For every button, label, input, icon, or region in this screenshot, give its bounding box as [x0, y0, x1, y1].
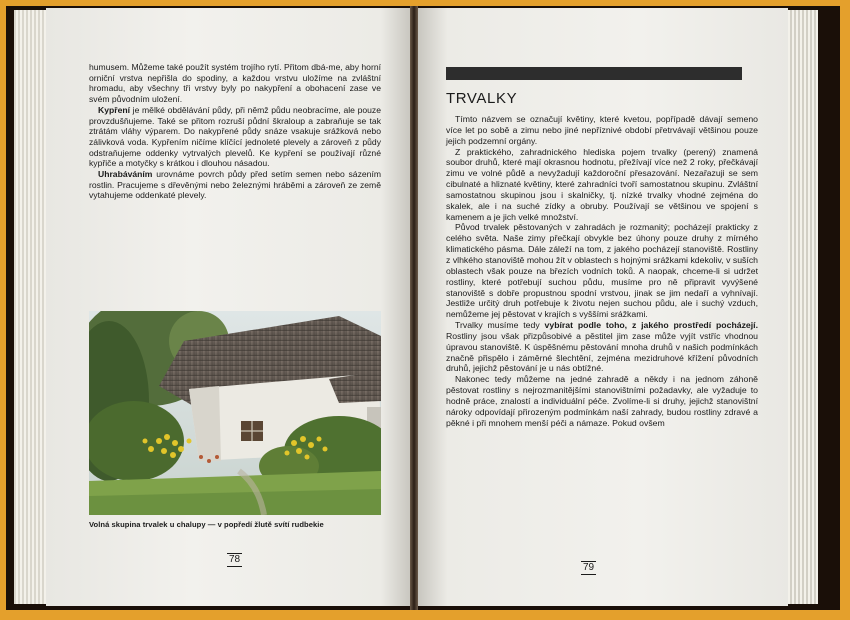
book-gutter: [410, 6, 418, 610]
book-spread: [6, 6, 840, 610]
paragraph: [89, 169, 381, 201]
paragraph: [89, 105, 381, 169]
bold-term: Kypření: [98, 104, 130, 115]
text-run: Z praktického, zahradnického hlediska pojem trvalky (perený) znamená soubor druhů, které mají okrasnou hodnotu, přežívají více než 2 roky, přečkávají zimu ve volné půdě a nevyžadují každoroční přesazování. Nezařazuji se sem cibulnaté a hliznaté květiny, které zahradníci tvoří samostatnou skupinu. Zvláštní samostatnou skupinou jsou i skalničky, tj. nízké trvalky vhodné zejména do skalek, ale i na suché zídky a obruby. Používají se většinou ve spojení s kamenem a je jich velké množství.: [446, 146, 758, 222]
page-number-right: 79: [583, 562, 595, 573]
text-run: humusem. Můžeme také použít systém trojího rytí. Přitom dbá-me, aby horní orniční vrstva nepřišla do spodiny, a každou vrstvu uložíme na zvláštní hromadu, aby všechny tři vrstvy byly po nakypření a obohacení zase ve svém původním uložení.: [89, 62, 381, 105]
text-run: je mělké obdělávání půdy, při němž půdu neobracíme, ale pouze provzdušňujeme. Také se přitom rozruší půdní škraloup a zabraňuje se tak ztrátám vláhy výparem. Do nakypřené půdy snáze vsakuje srážková nebo zálivková voda. Kypřením ničíme klíčící jednoleté plevely a zároveň z půdy odstraňujeme oddenky vytrvalých plevelů. Ke kypření se používají různé kypřiče a motyčky s krátkou i dlouhou násadou.: [89, 104, 381, 169]
text-run: Nakonec tedy můžeme na jedné zahradě a někdy i na jednom záhoně pěstovat rostliny s nejrozmanitějšími stanovištními požadavky, ale vyžaduje to hodně práce, znalostí a individuální péče. Zvolíme-li si druhy, jejichž stanovištní nároky odpovídají přirozeným podmínkám naší zahrady, budou rostliny zdravé a pěkné i při mnohem menší péči a námaze. Pokud ovšem: [446, 374, 758, 428]
paragraph: [446, 222, 758, 320]
page-number-left: 78: [229, 554, 241, 565]
text-run: Původ trvalek pěstovaných v zahradách je rozmanitý; pocházejí prakticky z celého světa. Naše zimy přečkají obvykle bez úhony pouze druhy z mírného klimatického pásma. Dále záleží na tom, z jakého pocházejí stanoviště. Rostliny z vlhkého stanoviště mohou žít v oblastech s hojnými srážkami kdekoliv, v suších oblastech však pouze na březích vodních toků. A naopak, chceme-li si udržet rostliny, které potřebují suchou půdu, musíme pro ně připravit vyvýšené stanoviště s dobře propustnou spodní vrstvou, jinak se jim nedaří a vyhnívají. Jestliže určitý druh potřebuje k životu nejen suchou půdu, ale i suchý vzduch, nemůžeme jej pěstovat v krajích s vyššími srážkami.: [446, 222, 758, 320]
text-run: Rostliny jsou však přizpůsobivé a pěstitel jim zase může vyjít vstříc vhodnou úpravou stanoviště. K úspěšnému pěstování mnoha druhů v našich podmínkách značně přispělo i záměrné šlechtění, zejména mezidruhové křížení původních druhů, jejichž pěstování je u nás obtížné.: [446, 330, 758, 374]
left-page: [46, 8, 410, 606]
paragraph: [446, 147, 758, 223]
right-page-text: [446, 114, 758, 428]
right-page: [418, 8, 788, 606]
paragraph: [446, 320, 758, 374]
chapter-heading-bar: [446, 67, 742, 80]
right-page-edges: [788, 10, 818, 604]
left-page-text: [89, 62, 381, 201]
paragraph: [446, 374, 758, 428]
bold-term: Uhrabáváním: [98, 169, 153, 180]
paragraph: [89, 62, 381, 105]
paragraph: [446, 114, 758, 147]
left-page-edges: [14, 10, 48, 604]
chapter-heading: TRVALKY: [446, 90, 518, 107]
text-run: Trvalky musíme tedy: [455, 320, 545, 331]
text-run: Tímto názvem se označují květiny, které kvetou, popřípadě dávají semeno více let po sobě a zimu nebo jiné nepříznivé období přetrvávají většinou pouze jejich podzemní orgány.: [446, 114, 758, 146]
text-run: urovnáme povrch půdy před setím semen nebo sázením rostlin. Pracujeme s dřevěnými nebo železnými hráběmi a zároveň ze země vytahujeme oddenkaté plevely.: [89, 169, 381, 201]
photo-caption: Volná skupina trvalek u chalupy — v popředí žlutě svítí rudbekie: [89, 520, 324, 529]
bold-term: vybírat podle toho, z jakého prostředí pocházejí.: [544, 320, 758, 331]
cottage-garden-photo: [89, 311, 381, 515]
